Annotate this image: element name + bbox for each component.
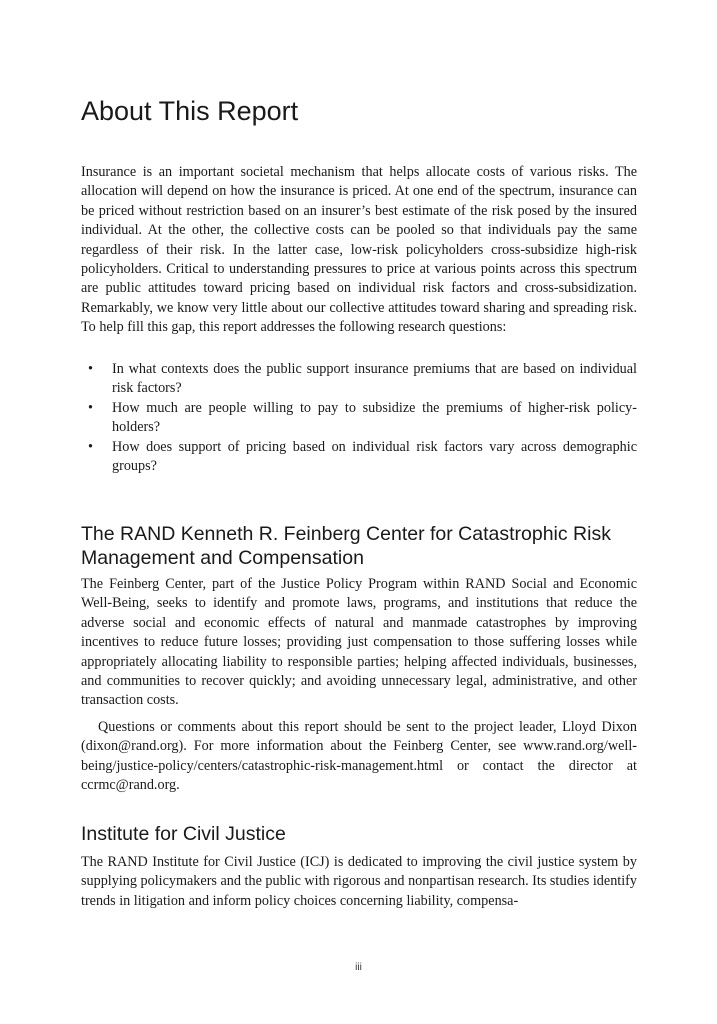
intro-paragraph: Insurance is an important societal mechanism that helps allocate costs of various risks. The allocation will depend on how the insurance is priced. At one end of the spectrum, insurance can be priced without restriction based on an insurer’s best estimate of the risk posed by the insured individual. At the other, the collective costs can be pooled so that individuals pay the same regardless of their risk. In the latter case, low-risk policyholders cross-subsidize high-risk policyholders. Critical to understanding pressures to price at various points across this spectrum are public attitudes toward pricing based on individual risk factors and cross-subsidization. Remarkably, we know very little about our collective attitudes toward sharing and spreading risk. To help fill this gap, this report addresses the following research questions: xyxy=(81,164,637,336)
list-item xyxy=(81,438,637,477)
list-item xyxy=(81,399,637,438)
feinberg-center-heading: The RAND Kenneth R. Feinberg Center for Catastrophic Risk Management and Compensation xyxy=(81,523,611,569)
page-title: About This Report xyxy=(81,96,299,126)
list-item-text: How much are people willing to pay to subsidize the premiums of higher-risk policyholders? xyxy=(112,399,637,436)
list-item-text: How does support of pricing based on individual risk factors vary across demographic groups? xyxy=(112,438,637,475)
contact-paragraph: Questions or comments about this report should be sent to the project leader, Lloyd Dixon (dixon@rand.org). For more information about the Feinberg Center, see www.rand.org/well-being/justice-policy/centers/catastrophic-risk-management.html or contact the director at ccrmc@rand.org. xyxy=(81,719,637,794)
feinberg-paragraph: The Feinberg Center, part of the Justice Policy Program within RAND Social and Economic Well-Being, seeks to identify and promote laws, programs, and institutions that reduce the adverse social and economic effects of natural and manmade catastrophes by improving incentives to reduce future losses; providing just compensation to those suffering losses while appropriately allocating liability to responsible parties; helping affected individuals, businesses, and communities to recover quickly; and avoiding unnecessary legal, administrative, and other transaction costs. xyxy=(81,576,637,709)
bullet-icon: • xyxy=(88,399,93,416)
bullet-icon: • xyxy=(88,438,93,455)
icj-paragraph: The RAND Institute for Civil Justice (ICJ) is dedicated to improving the civil justice system by supplying policymakers and the public with rigorous and nonpartisan research. Its studies identify trends in litigation and inform policy choices concerning liability, compensa- xyxy=(81,854,637,909)
list-item xyxy=(81,360,637,399)
icj-heading: Institute for Civil Justice xyxy=(81,823,286,845)
list-item-text: In what contexts does the public support insurance premiums that are based on individual risk factors? xyxy=(112,361,637,397)
research-questions-list xyxy=(81,360,637,476)
bullet-icon: • xyxy=(88,361,93,377)
page-number: iii xyxy=(355,962,362,973)
